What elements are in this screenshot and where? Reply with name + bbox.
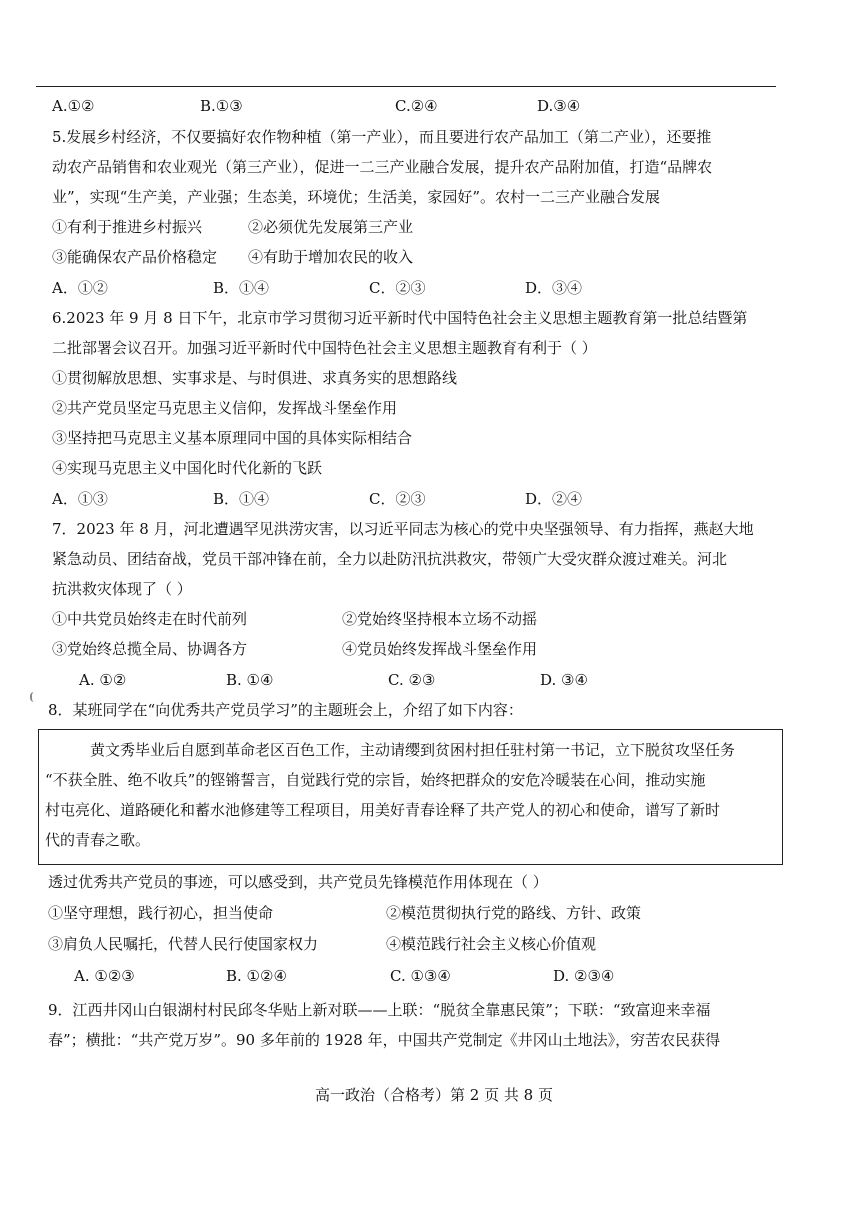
option-c: C.②④ xyxy=(395,97,438,115)
q7-option-c: C. ②③ xyxy=(388,671,436,689)
q5-option-c: C．②③ xyxy=(369,279,426,297)
scan-mark xyxy=(30,692,38,702)
q6-option-d: D．②④ xyxy=(525,490,583,508)
q9-stem-line-1: 9．江西井冈山白银湖村村民邱冬华贴上新对联——上联：“脱贫全靠惠民策”；下联：“致富迎来幸福 xyxy=(48,1001,711,1019)
q8-option-b: B. ①②④ xyxy=(226,967,287,985)
q6-stem-line-1: 6.2023 年 9 月 8 日下午，北京市学习贯彻习近平新时代中国特色社会主义思想主题教育第一批总结暨第 xyxy=(52,309,748,327)
q8-option-d: D. ②③④ xyxy=(553,967,615,985)
header-rule xyxy=(36,86,776,87)
q5-statement-2: ②必须优先发展第三产业 xyxy=(248,218,414,236)
q5-statement-1: ①有利于推进乡村振兴 xyxy=(52,218,203,236)
q6-statement-2: ②共产党员坚定马克思主义信仰，发挥战斗堡垒作用 xyxy=(52,399,398,417)
q8-option-a: A. ①②③ xyxy=(74,967,135,985)
q5-stem-line-2: 动农产品销售和农业观光（第三产业），促进一二三产业融合发展，提升农产品附加值，打造“品牌农 xyxy=(52,158,713,176)
q6-statement-3: ③坚持把马克思主义基本原理同中国的具体实际相结合 xyxy=(52,429,413,447)
page-footer: 高一政治（合格考）第 2 页 共 8 页 xyxy=(315,1086,553,1104)
q9-stem-line-2: 春”；横批：“共产党万岁”。90 多年前的 1928 年，中国共产党制定《井冈山土地法》，穷苦农民获得 xyxy=(48,1031,721,1049)
option-b: B.①③ xyxy=(200,97,243,115)
option-d: D.③④ xyxy=(537,97,581,115)
q8-statement-2: ②模范贯彻执行党的路线、方针、政策 xyxy=(386,904,642,922)
q7-stem-line-2: 紧急动员、团结奋战，党员干部冲锋在前，全力以赴防汛抗洪救灾，带领广大受灾群众渡过难关。河北 xyxy=(52,550,728,568)
q7-statement-4: ④党员始终发挥战斗堡垒作用 xyxy=(342,640,538,658)
q5-option-a: A．①② xyxy=(52,279,108,297)
q7-statement-3: ③党始终总揽全局、协调各方 xyxy=(52,640,248,658)
q8-intro: 8．某班同学在“向优秀共产党员学习”的主题班会上，介绍了如下内容： xyxy=(48,701,523,719)
q7-option-b: B. ①④ xyxy=(226,671,274,689)
q5-statement-4: ④有助于增加农民的收入 xyxy=(248,248,414,266)
q6-option-b: B．①④ xyxy=(213,490,270,508)
q8-statement-1: ①坚守理想，践行初心，担当使命 xyxy=(48,904,274,922)
q5-option-b: B．①④ xyxy=(213,279,270,297)
q8-material-line-2: “不获全胜、绝不收兵”的铿锵誓言，自觉践行党的宗旨，始终把群众的安危冷暖装在心间，推动实施 xyxy=(45,771,706,789)
q8-material-line-1: 黄文秀毕业后自愿到革命老区百色工作，主动请缨到贫困村担任驻村第一书记，立下脱贫攻坚任务 xyxy=(90,741,736,759)
q6-stem-line-2: 二批部署会议召开。加强习近平新时代中国特色社会主义思想主题教育有利于（ ） xyxy=(52,339,597,357)
q8-statement-4: ④模范践行社会主义核心价值观 xyxy=(386,935,597,953)
q7-statement-1: ①中共党员始终走在时代前列 xyxy=(52,610,248,628)
q8-material-line-3: 村屯亮化、道路硬化和蓄水池修建等工程项目，用美好青春诠释了共产党人的初心和使命，谱写了新时 xyxy=(45,801,721,819)
q7-statement-2: ②党始终坚持根本立场不动摇 xyxy=(342,610,538,628)
q8-statement-3: ③肩负人民嘱托，代替人民行使国家权力 xyxy=(48,935,319,953)
q5-stem-line-3: 业”，实现“生产美，产业强；生态美，环境优；生活美，家园好”。农村一二三产业融合发展 xyxy=(52,188,661,206)
q6-statement-4: ④实现马克思主义中国化时代化新的飞跃 xyxy=(52,459,323,477)
q6-statement-1: ①贯彻解放思想、实事求是、与时俱进、求真务实的思想路线 xyxy=(52,369,458,387)
q6-option-c: C．②③ xyxy=(369,490,426,508)
q8-material-box xyxy=(38,729,783,865)
q7-option-d: D. ③④ xyxy=(540,671,588,689)
q5-stem-line-1: 5.发展乡村经济，不仅要搞好农作物种植（第一产业），而且要进行农产品加工（第二产业），还要推 xyxy=(52,128,712,146)
q7-stem-line-3: 抗洪救灾体现了（ ） xyxy=(52,580,192,598)
q5-statement-3: ③能确保农产品价格稳定 xyxy=(52,248,218,266)
q6-option-a: A．①③ xyxy=(52,490,108,508)
q7-option-a: A. ①② xyxy=(79,671,127,689)
q8-option-c: C. ①③④ xyxy=(390,967,451,985)
q8-material-line-4: 代的青春之歌。 xyxy=(45,831,151,849)
q7-stem-line-1: 7．2023 年 8 月，河北遭遇罕见洪涝灾害，以习近平同志为核心的党中央坚强领导、有力指挥，燕赵大地 xyxy=(52,520,754,538)
option-a: A.①② xyxy=(52,97,95,115)
q8-question: 透过优秀共产党员的事迹，可以感受到，共产党员先锋模范作用体现在（ ） xyxy=(48,873,548,891)
q5-option-d: D．③④ xyxy=(525,279,583,297)
